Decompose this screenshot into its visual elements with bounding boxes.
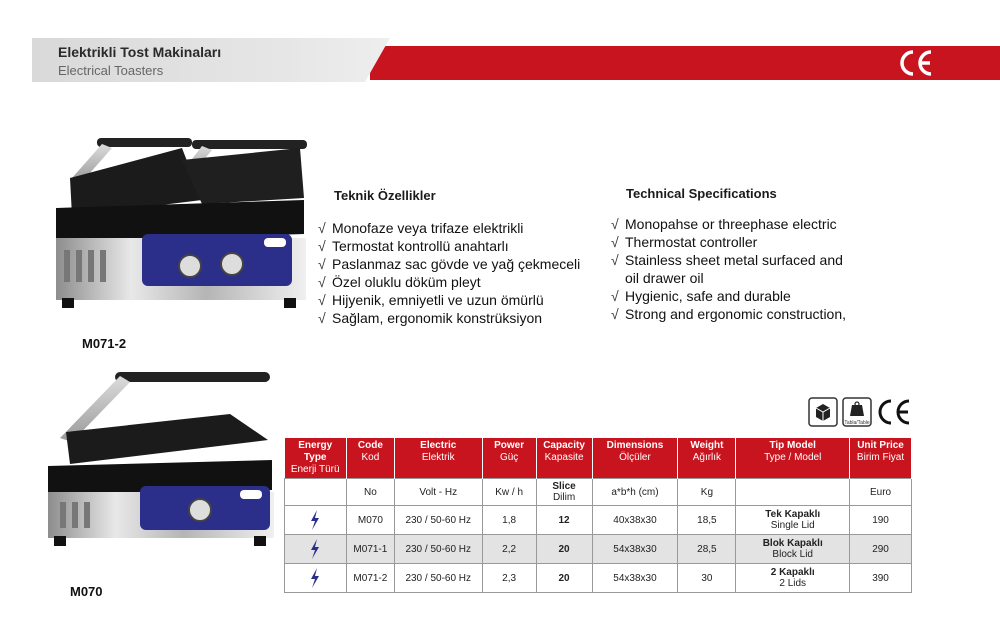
col-header-type: Tip Model Type / Model — [736, 438, 850, 479]
double-panini-grill-image — [42, 138, 310, 310]
check-icon: √ — [611, 234, 619, 250]
check-icon: √ — [318, 238, 326, 254]
list-item: √ Paslanmaz sac gövde ve yağ çekmeceli — [318, 256, 581, 272]
col-header-power: Power Güç — [482, 438, 536, 479]
specs-en-list — [611, 215, 846, 323]
col-header-weight: Weight Ağırlık — [678, 438, 736, 479]
specs-tr-title: Teknik Özellikler — [334, 188, 436, 203]
weight-icon-caption: Tabla/Table — [844, 420, 870, 426]
cell-power: 1,8 — [482, 506, 536, 535]
cell-dimensions: 54x38x30 — [592, 564, 678, 593]
cell-code: M071-2 — [346, 564, 394, 593]
list-item: √ Özel oluklu döküm pleyt — [318, 274, 481, 290]
box-icon — [808, 397, 838, 427]
col-header-energy: Energy Type Enerji Türü — [285, 438, 347, 479]
list-item: √ Strong and ergonomic construction, — [611, 306, 847, 322]
cell-code: M071-1 — [346, 535, 394, 564]
cell-electric: 230 / 50-60 Hz — [394, 506, 482, 535]
cell-capacity: 20 — [536, 564, 592, 593]
list-item: oil drawer oil — [625, 270, 704, 286]
col-header-electric: Electric Elektrik — [394, 438, 482, 479]
list-item: √ Hijyenik, emniyetli ve uzun ömürlü — [318, 292, 544, 308]
cell-dimensions: 54x38x30 — [592, 535, 678, 564]
ce-icon — [876, 397, 912, 427]
product-table — [284, 438, 912, 593]
product-label-m070: M070 — [70, 584, 103, 599]
lightning-icon — [308, 538, 322, 560]
unit-cell: Kg — [678, 479, 736, 506]
unit-cell: No — [346, 479, 394, 506]
col-header-capacity: Capacity Kapasite — [536, 438, 592, 479]
table-row — [285, 506, 912, 535]
cell-capacity: 20 — [536, 535, 592, 564]
unit-cell: Kw / h — [482, 479, 536, 506]
cell-type: Blok Kapaklı Block Lid — [736, 535, 850, 564]
cell-electric: 230 / 50-60 Hz — [394, 535, 482, 564]
cell-power: 2,2 — [482, 535, 536, 564]
page-subtitle: Electrical Toasters — [58, 63, 164, 78]
list-item: √ Termostat kontrollü anahtarlı — [318, 238, 509, 254]
list-item: √ Monopahse or threephase electric — [611, 216, 837, 232]
table-row — [285, 564, 912, 593]
check-icon: √ — [611, 252, 619, 268]
cell-price: 190 — [850, 506, 912, 535]
check-icon: √ — [611, 288, 619, 304]
check-icon: √ — [318, 310, 326, 326]
check-icon: √ — [611, 216, 619, 232]
col-header-dimensions: Dimensions Ölçüler — [592, 438, 678, 479]
table-header-row — [285, 438, 912, 479]
cell-weight: 30 — [678, 564, 736, 593]
cell-dimensions: 40x38x30 — [592, 506, 678, 535]
unit-cell: Euro — [850, 479, 912, 506]
cell-capacity: 12 — [536, 506, 592, 535]
single-panini-grill-image — [40, 368, 276, 548]
table-units-row — [285, 479, 912, 506]
unit-cell: a*b*h (cm) — [592, 479, 678, 506]
cell-code: M070 — [346, 506, 394, 535]
unit-cell — [736, 479, 850, 506]
check-icon: √ — [318, 220, 326, 236]
cell-price: 390 — [850, 564, 912, 593]
unit-cell: Volt - Hz — [394, 479, 482, 506]
list-item: √ Sağlam, ergonomik konstrüksiyon — [318, 310, 543, 326]
check-icon: √ — [318, 256, 326, 272]
cell-electric: 230 / 50-60 Hz — [394, 564, 482, 593]
list-item: √ Thermostat controller — [611, 234, 758, 250]
specs-en-title: Technical Specifications — [626, 186, 777, 201]
cell-price: 290 — [850, 535, 912, 564]
list-item: √ Hygienic, safe and durable — [611, 288, 791, 304]
col-header-price: Unit Price Birim Fiyat — [850, 438, 912, 479]
lightning-icon — [308, 567, 322, 589]
unit-cell — [285, 479, 347, 506]
list-item: √ Monofaze veya trifaze elektrikli — [318, 220, 524, 236]
col-header-code: Code Kod — [346, 438, 394, 479]
ce-mark-icon — [898, 48, 934, 78]
cell-type: 2 Kapaklı 2 Lids — [736, 564, 850, 593]
check-icon: √ — [318, 274, 326, 290]
specs-tr-list — [318, 219, 580, 327]
page-title: Elektrikli Tost Makinaları — [58, 44, 222, 60]
lightning-icon — [308, 509, 322, 531]
check-icon: √ — [611, 306, 619, 322]
weight-icon — [842, 397, 872, 427]
cell-type: Tek Kapaklı Single Lid — [736, 506, 850, 535]
cell-power: 2,3 — [482, 564, 536, 593]
cell-weight: 28,5 — [678, 535, 736, 564]
check-icon: √ — [318, 292, 326, 308]
product-label-m071-2: M071-2 — [82, 336, 127, 351]
cell-weight: 18,5 — [678, 506, 736, 535]
table-row — [285, 535, 912, 564]
list-item: √ Stainless sheet metal surfaced and — [611, 252, 843, 268]
unit-cell: Slice Dilim — [536, 479, 592, 506]
